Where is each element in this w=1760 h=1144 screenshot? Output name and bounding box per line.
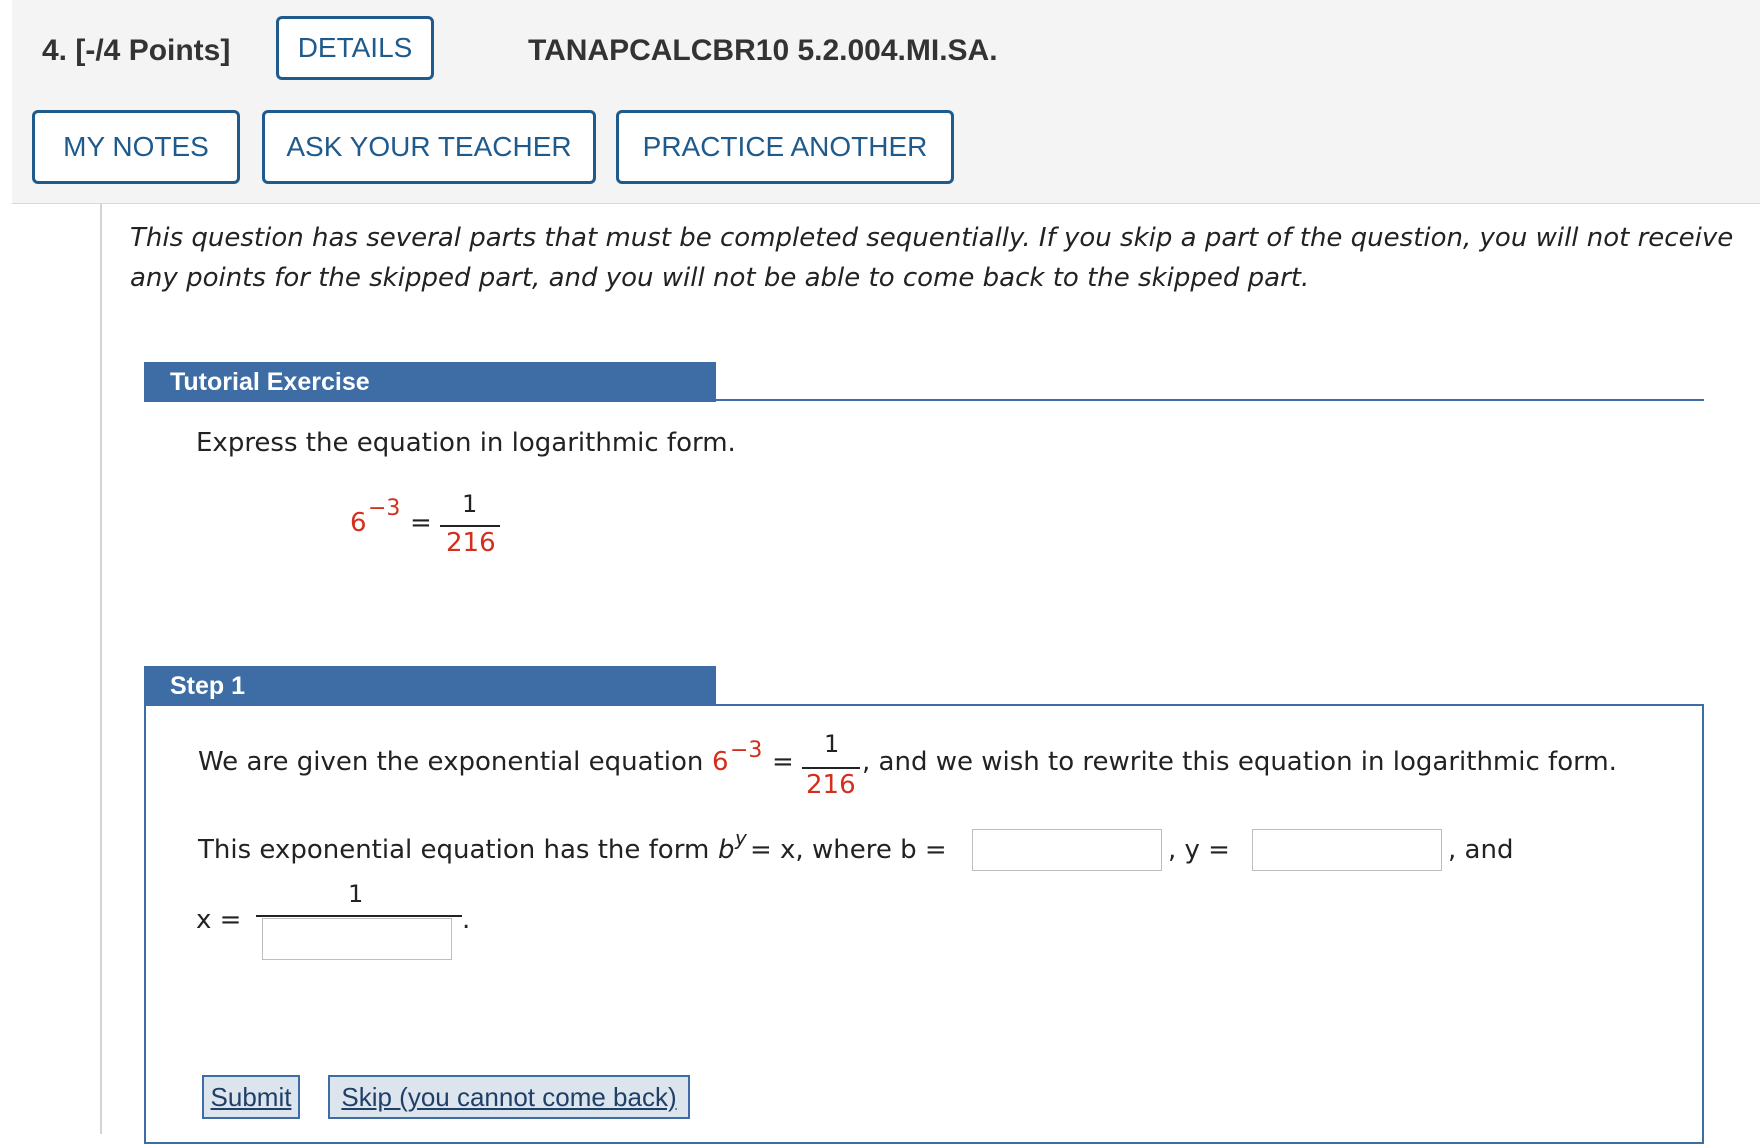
- left-border-line: [100, 204, 102, 1134]
- inline-denominator: 216: [806, 770, 856, 800]
- sentence1-tail: , and we wish to rewrite this equation in logarithmic form.: [862, 747, 1617, 777]
- sentence1-lead: We are given the exponential equation: [198, 747, 704, 777]
- tutorial-exercise-heading: Tutorial Exercise: [144, 362, 716, 402]
- form-rest: = x, where b =: [750, 835, 947, 865]
- question-points-label: 4. [-/4 Points]: [42, 34, 231, 67]
- y-answer-input[interactable]: [1252, 829, 1442, 871]
- inline-base: 6: [712, 747, 729, 777]
- tutorial-prompt: Express the equation in logarithmic form.: [196, 428, 736, 458]
- equation-exponent: −3: [368, 496, 401, 521]
- x-denominator-input[interactable]: [262, 918, 452, 960]
- equation-fraction-bar: [440, 525, 500, 527]
- x-label: x =: [196, 905, 242, 935]
- inline-fraction-bar: [802, 767, 860, 769]
- form-y: y: [735, 826, 747, 850]
- b-answer-input[interactable]: [972, 829, 1162, 871]
- inline-equals: =: [772, 747, 794, 777]
- step-1-heading: Step 1: [144, 666, 716, 706]
- skip-button[interactable]: Skip (you cannot come back): [328, 1075, 690, 1119]
- x-fraction-bar: [256, 915, 462, 917]
- equation-denominator: 216: [446, 528, 496, 558]
- question-header: [12, 0, 1760, 204]
- ask-your-teacher-button[interactable]: ASK YOUR TEACHER: [262, 110, 596, 184]
- y-label: , y =: [1168, 835, 1230, 865]
- submit-button[interactable]: Submit: [202, 1075, 300, 1119]
- instructions-line-1: This question has several parts that must be completed sequentially. If you skip a part of the question, you will not receive: [130, 223, 1734, 253]
- and-label: , and: [1448, 835, 1514, 865]
- sentence2-lead: This exponential equation has the form: [198, 835, 710, 865]
- inline-numerator: 1: [824, 730, 840, 758]
- form-b: b: [718, 835, 735, 865]
- practice-another-button[interactable]: PRACTICE ANOTHER: [616, 110, 954, 184]
- x-period: .: [462, 905, 471, 935]
- sequential-parts-instructions: [130, 218, 1760, 298]
- problem-code: TANAPCALCBR10 5.2.004.MI.SA.: [528, 34, 998, 67]
- equation-equals: =: [410, 508, 432, 538]
- instructions-line-2: any points for the skipped part, and you will not be able to come back to the skipped part.: [130, 263, 1310, 293]
- equation-numerator: 1: [462, 490, 478, 518]
- inline-exponent: −3: [730, 738, 763, 763]
- tutorial-heading-rule: [716, 399, 1704, 401]
- equation-base: 6: [350, 508, 367, 538]
- my-notes-button[interactable]: MY NOTES: [32, 110, 240, 184]
- x-numerator: 1: [348, 880, 364, 908]
- details-button[interactable]: DETAILS: [276, 16, 434, 80]
